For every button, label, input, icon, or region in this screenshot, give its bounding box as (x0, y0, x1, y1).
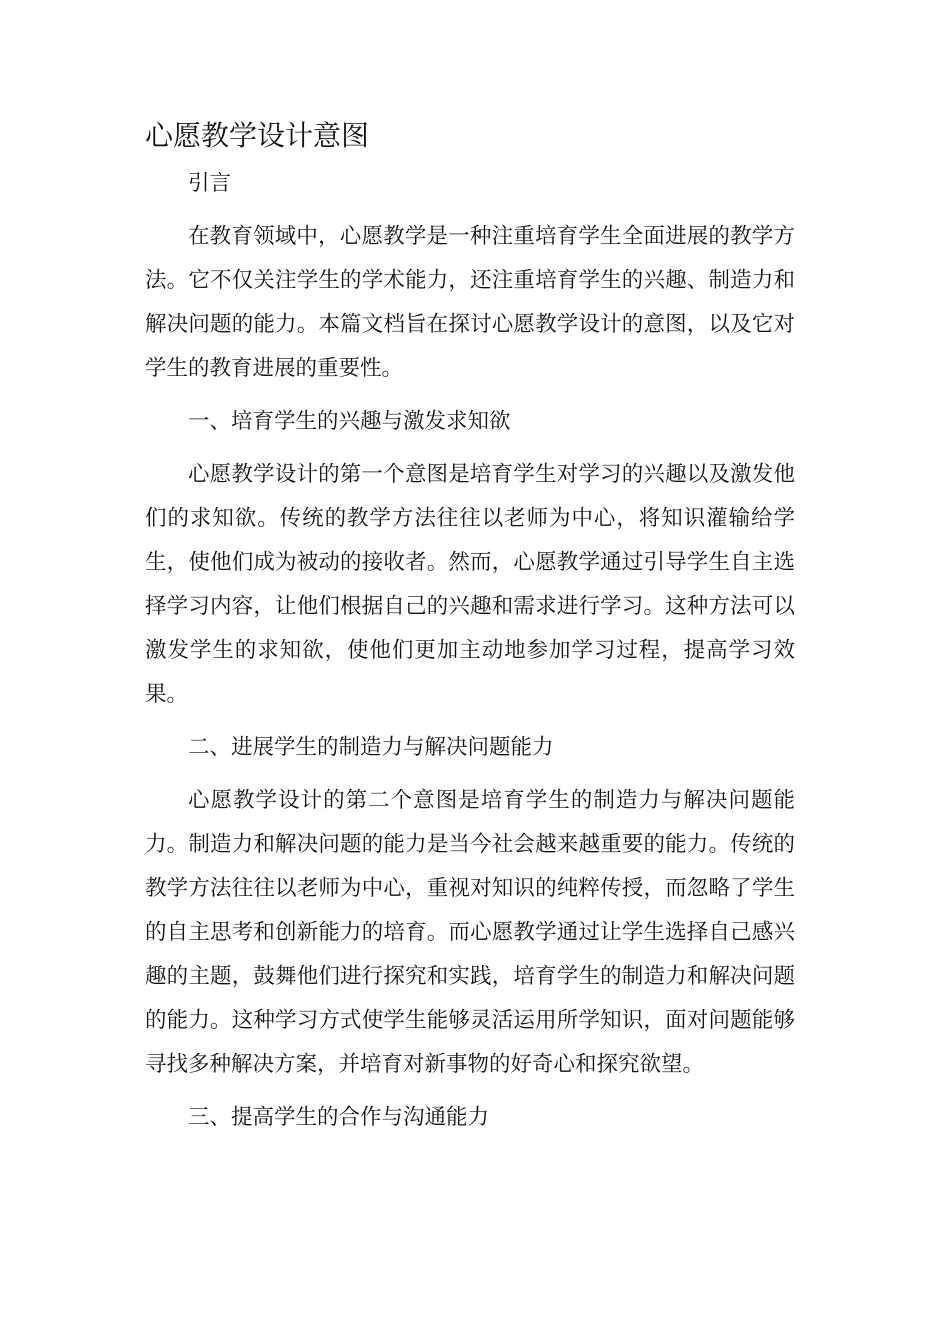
document-body (145, 162, 795, 1140)
intro-paragraph: 在教育领域中，心愿教学是一种注重培育学生全面进展的教学方法。它不仅关注学生的学术能力，还注重培育学生的兴趣、制造力和解决问题的能力。本篇文档旨在探讨心愿教学设计的意图，以及它对学生的教育进展的重要性。 (145, 224, 795, 381)
intro-heading: 引言 (188, 171, 232, 196)
section-1-heading: 一、培育学生的兴趣与激发求知欲 (188, 409, 511, 434)
document-title: 心愿教学设计意图 (145, 119, 370, 152)
section-3-heading: 三、提高学生的合作与沟通能力 (188, 1105, 490, 1130)
section-1-paragraph: 心愿教学设计的第一个意图是培育学生对学习的兴趣以及激发他们的求知欲。传统的教学方法往往以老师为中心，将知识灌输给学生，使他们成为被动的接收者。然而，心愿教学通过引导学生自主选择学习内容，让他们根据自己的兴趣和需求进行学习。这种方法可以激发学生的求知欲，使他们更加主动地参加学习过程，提高学习效果。 (145, 462, 795, 707)
section-2-paragraph: 心愿教学设计的第二个意图是培育学生的制造力与解决问题能力。制造力和解决问题的能力是当今社会越来越重要的能力。传统的教学方法往往以老师为中心，重视对知识的纯粹传授，而忽略了学生的自主思考和创新能力的培育。而心愿教学通过让学生选择自己感兴趣的主题，鼓舞他们进行探究和实践，培育学生的制造力和解决问题的能力。这种学习方式使学生能够灵活运用所学知识，面对问题能够寻找多种解决方案，并培育对新事物的好奇心和探究欲望。 (145, 788, 795, 1077)
section-2-heading: 二、进展学生的制造力与解决问题能力 (188, 735, 554, 760)
